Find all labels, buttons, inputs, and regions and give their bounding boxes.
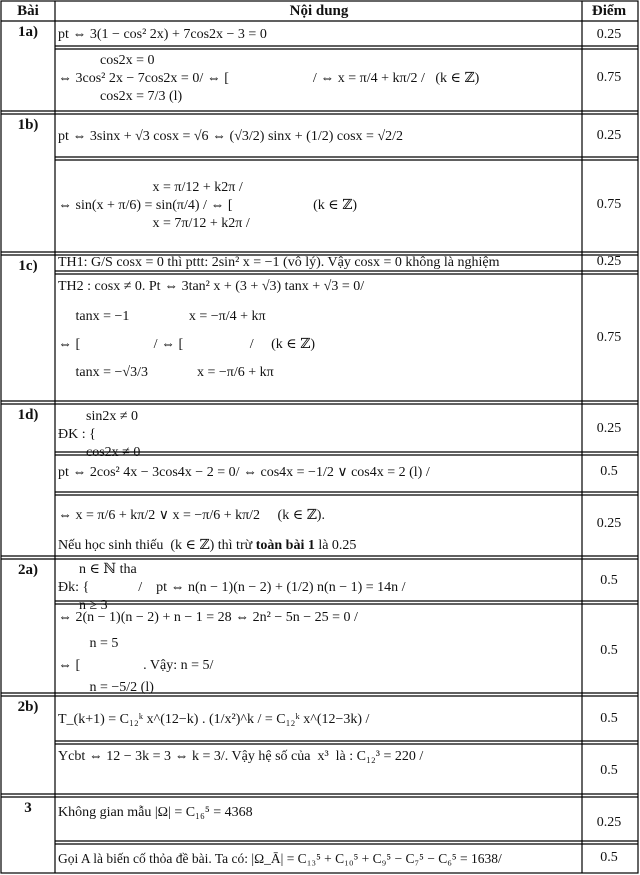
formula-line: ⇔ 2(n − 1)(n − 2) + n − 1 = 28 ⇔ 2n² − 5n − 25 = 0 / xyxy=(58,610,358,625)
formula-line: TH2 : cosx ≠ 0. Pt ⇔ 3tan² x + (3 + √3) tanx + √3 = 0/ xyxy=(58,279,365,294)
section-label: 1d) xyxy=(17,407,39,423)
section-label: 1b) xyxy=(17,117,39,133)
points-cell: 0.25 xyxy=(596,254,622,269)
content-row xyxy=(58,278,580,382)
points-cell: 0.25 xyxy=(596,27,622,42)
formula-line: x = π/12 + k2π / xyxy=(58,180,243,195)
content-row xyxy=(58,804,580,822)
formula-line: x = 7π/12 + k2π / xyxy=(58,216,250,231)
content-row xyxy=(58,408,580,462)
section-label: 1a) xyxy=(18,24,38,40)
points-cell: 0.5 xyxy=(600,643,618,658)
formula-line: sin2x ≠ 0 xyxy=(58,409,139,424)
content-row xyxy=(58,850,580,868)
deduction-note: Nếu học sinh thiếu (k ∈ ℤ) thì trừ toàn bài 1 là 0.25 xyxy=(58,538,357,553)
points-cell: 0.75 xyxy=(596,70,622,85)
points-cell: 0.75 xyxy=(596,330,622,345)
formula-line: ⇔ 3cos² 2x − 7cos2x = 0/ ⇔ [ / ⇔ x = π/4 + kπ/2 / (k ∈ ℤ) xyxy=(58,71,480,86)
formula-line: ⇔ [ / ⇔ [ / (k ∈ ℤ) xyxy=(58,337,316,352)
content-row xyxy=(58,561,580,615)
formula-line: ⇔ [ . Vậy: n = 5/ xyxy=(58,658,214,673)
formula-line: cos2x = 0 xyxy=(58,53,155,68)
header-diem: Điểm xyxy=(591,3,627,19)
formula-line: ⇔ sin(x + π/6) = sin(π/4) / ⇔ [ (k ∈ ℤ) xyxy=(58,198,357,213)
formula-line: cos2x ≠ 0 xyxy=(58,445,141,460)
formula-line: n ∈ ℕ tha xyxy=(58,562,137,577)
formula-line: ⇔ x = π/6 + kπ/2 ∨ x = −π/6 + kπ/2 (k ∈ ℤ). xyxy=(58,508,325,523)
points-cell: 0.25 xyxy=(596,815,622,830)
formula-line: pt ⇔ 2cos² 4x − 3cos4x − 2 = 0/ ⇔ cos4x = −1/2 ∨ cos4x = 2 (l) / xyxy=(58,465,430,480)
points-cell: 0.5 xyxy=(600,763,618,778)
points-cell: 0.5 xyxy=(600,850,618,865)
content-row xyxy=(58,609,580,697)
content-row xyxy=(58,128,580,146)
content-row xyxy=(58,711,580,729)
section-label: 2b) xyxy=(17,699,39,715)
formula-line: n = −5/2 (l) xyxy=(58,680,154,695)
content-row xyxy=(58,748,580,766)
formula-line: pt ⇔ 3(1 − cos² 2x) + 7cos2x − 3 = 0 xyxy=(58,27,267,42)
formula-line: Đk: { / pt ⇔ n(n − 1)(n − 2) + (1/2) n(n − 1) = 14n / xyxy=(58,580,406,595)
points-cell: 0.5 xyxy=(600,464,618,479)
formula-line: Gọi A là biến cố thỏa đề bài. Ta có: |Ω_Ā| = C₁₃⁵ + C₁₀⁵ + C₉⁵ − C₇⁵ − C₆⁵ = 1638/ xyxy=(58,851,502,866)
content-row xyxy=(58,507,580,555)
formula-line: tanx = −√3/3 x = −π/6 + kπ xyxy=(58,365,274,380)
points-cell: 0.5 xyxy=(600,711,618,726)
header-noidung: Nội dung xyxy=(289,3,349,19)
section-label: 3 xyxy=(24,800,32,816)
header-bai: Bài xyxy=(17,3,39,19)
formula-line: n = 5 xyxy=(58,636,119,651)
content-row xyxy=(58,254,580,272)
points-cell: 0.25 xyxy=(596,516,622,531)
formula-line: Không gian mẫu |Ω| = C₁₆⁵ = 4368 xyxy=(58,805,253,820)
formula-line: T_(k+1) = C₁₂ᵏ x^(12−k) . (1/x²)^k / = C₁₂ᵏ x^(12−3k) / xyxy=(58,712,370,727)
section-label: 1c) xyxy=(18,258,38,274)
formula-line: Ycbt ⇔ 12 − 3k = 3 ⇔ k = 3/. Vậy hệ số của x³ là : C₁₂³ = 220 / xyxy=(58,749,424,764)
points-cell: 0.5 xyxy=(600,573,618,588)
content-row xyxy=(58,26,580,44)
formula-line: n ≥ 3 xyxy=(58,598,108,613)
content-row xyxy=(58,52,580,106)
section-label: 2a) xyxy=(18,562,38,578)
content-row xyxy=(58,464,580,482)
points-cell: 0.75 xyxy=(596,197,622,212)
formula-line: pt ⇔ 3sinx + √3 cosx = √6 ⇔ (√3/2) sinx + (1/2) cosx = √2/2 xyxy=(58,129,404,144)
points-cell: 0.25 xyxy=(596,421,622,436)
formula-line: cos2x = 7/3 (l) xyxy=(58,89,183,104)
points-cell: 0.25 xyxy=(596,128,622,143)
formula-line: tanx = −1 x = −π/4 + kπ xyxy=(58,309,266,324)
formula-line: ĐK : { xyxy=(58,427,96,442)
content-row xyxy=(58,179,580,233)
formula-line: TH1: G/S cosx = 0 thì pttt: 2sin² x = −1 (vô lý). Vậy cosx = 0 không là nghiệm xyxy=(58,255,500,270)
